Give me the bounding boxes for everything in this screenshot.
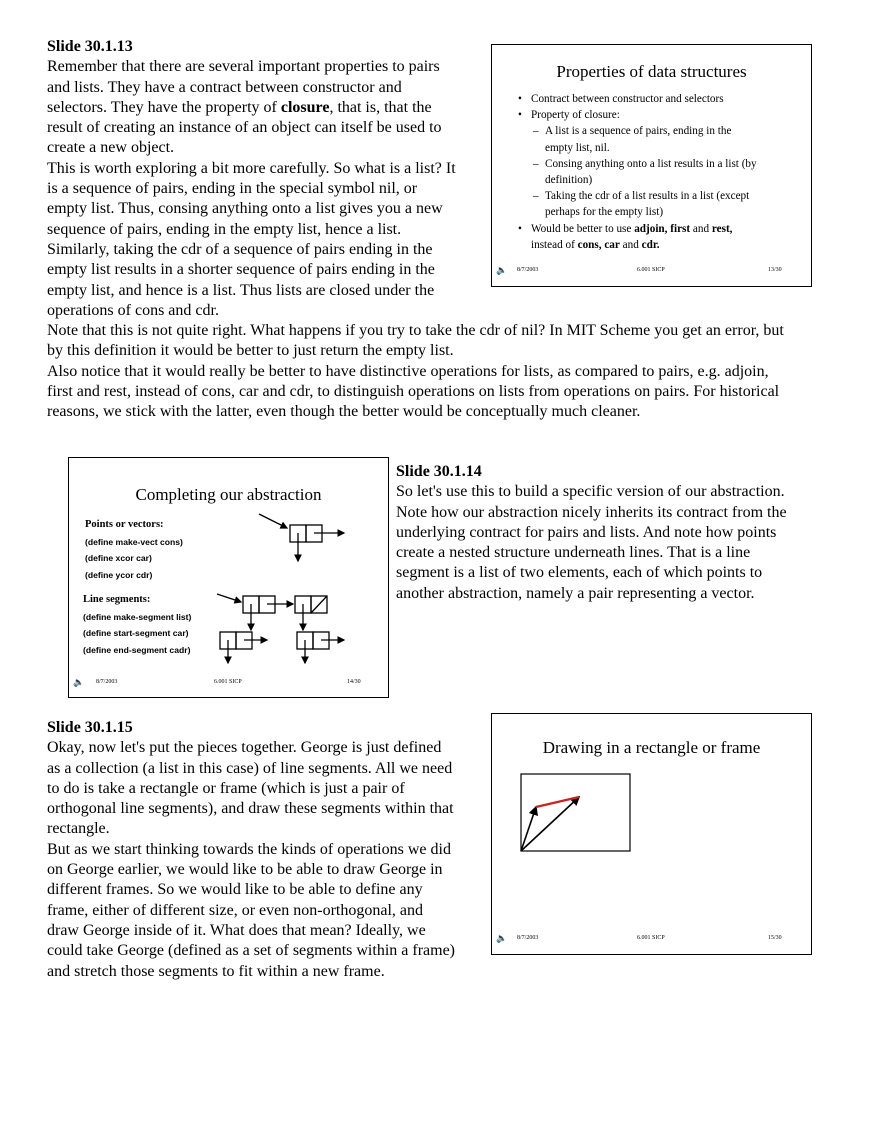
code-line: (define xcor car) — [85, 553, 152, 564]
slide-course: 6.001 SICP — [637, 267, 665, 273]
slide13-wide-text — [47, 321, 847, 422]
text-line: Similarly, taking the cdr of a sequence of pairs ending in the — [47, 240, 433, 258]
text-line: Note how our abstraction nicely inherits its contract from the — [396, 503, 787, 521]
slide14-thumbnail — [68, 457, 389, 698]
code-line: (define ycor cdr) — [85, 569, 153, 580]
text-line: But as we start thinking towards the kinds of operations we did — [47, 840, 451, 858]
text-line: another abstraction, namely a pair representing a vector. — [396, 584, 755, 602]
text-line: This is worth exploring a bit more carefully. So what is a list? It — [47, 159, 456, 177]
text-line: and lists. They have a contract between constructor and — [47, 78, 402, 96]
text-line: rectangle. — [47, 820, 110, 838]
text-line: first and rest, instead of cons, car and cdr, to distinguish operations on lists from operations on pairs. For historical — [47, 382, 780, 400]
slide15-heading: Slide 30.1.15 — [47, 719, 133, 736]
bullet: • Property of closure: — [518, 107, 790, 123]
text-line: sequence of pairs, ending in the empty list, hence a list. — [47, 220, 402, 238]
slide15-text — [47, 718, 487, 982]
frame-drawing — [492, 714, 813, 956]
text-line: empty list. Thus, consing anything onto a list gives you a new — [47, 200, 443, 218]
text-line: orthogonal line segments), and draw these segments within that — [47, 800, 454, 818]
text-line: Okay, now let's put the pieces together. George is just defined — [47, 739, 442, 757]
segments-label: Line segments: — [83, 594, 151, 605]
text-line: operations of cons and cdr. — [47, 301, 219, 319]
code-line: (define start-segment car) — [83, 628, 189, 639]
speaker-icon: 🔈 — [496, 265, 508, 275]
code-line: (define end-segment cadr) — [83, 644, 191, 655]
text-line: frame, either of different size, or even non-orthogonal, and — [47, 901, 423, 919]
code-line: (define make-segment list) — [83, 612, 192, 622]
text-line: segment is a list of two elements, each of which points to — [396, 564, 763, 582]
text-line: result of creating an instance of an object can itself be used to — [47, 119, 442, 137]
slide-title: Completing our abstraction — [135, 485, 322, 504]
code-line: (define make-vect cons) — [85, 537, 183, 547]
text-line: create a nested structure underneath lines. That is a line — [396, 544, 751, 562]
bullet: • Would be better to use adjoin, first and rest, instead of cons, car and cdr. — [518, 221, 790, 253]
slide-bullet-list — [518, 91, 790, 253]
slide-page: 15/30 — [768, 935, 782, 941]
text-line: reasons, we stick with the latter, even though the better would be conceptually much cleaner. — [47, 403, 641, 421]
slide-date: 8/7/2003 — [96, 679, 118, 685]
bullet: • Contract between constructor and selectors — [518, 91, 790, 107]
slide13-heading: Slide 30.1.13 — [47, 38, 133, 55]
text-line: and stretch those segments to fit within a new frame. — [47, 962, 385, 980]
text-line: create a new object. — [47, 139, 175, 157]
frame-rectangle — [521, 774, 630, 851]
text-line: by this definition it would be better to just return the empty list. — [47, 342, 454, 360]
text-line: Also notice that it would really be better to have distinctive operations for lists, as compared to pairs, e.g. adjoin, — [47, 362, 769, 380]
box-pointer-diagram — [69, 458, 390, 699]
text-line: Remember that there are several important properties to pairs — [47, 58, 440, 76]
slide-page: 13/30 — [768, 267, 782, 273]
text-line: draw George inside of it. What does that mean? Ideally, we — [47, 921, 426, 939]
slide-date: 8/7/2003 — [517, 267, 539, 273]
text-line: empty list, and hence is a list. Thus lists are closed under the — [47, 281, 435, 299]
text-line: on George earlier, we would like to be able to draw George in — [47, 861, 443, 879]
slide-course: 6.001 SICP — [214, 679, 242, 685]
speaker-icon: 🔈 — [73, 677, 85, 687]
slide15-thumbnail — [491, 713, 812, 955]
slide14-heading: Slide 30.1.14 — [396, 463, 482, 480]
slide13-narrow-text — [47, 37, 487, 321]
slide-title: Properties of data structures — [556, 62, 747, 81]
text-line: as a collection (a list in this case) of line segments. All we need — [47, 759, 453, 777]
slide-page: 14/30 — [347, 679, 361, 685]
slide13-thumbnail — [491, 44, 812, 287]
text-line: different frames. So we would like to be able to define any — [47, 881, 423, 899]
slide-title: Drawing in a rectangle or frame — [542, 738, 761, 757]
text-line: Note that this is not quite right. What happens if you try to take the cdr of nil? In MIT Scheme you get an error, but — [47, 322, 784, 339]
text-line: empty list results in a shorter sequence of pairs ending in the — [47, 261, 435, 279]
text-line: is a sequence of pairs, ending in the special symbol nil, or — [47, 180, 418, 198]
text-line: could take George (defined as a set of segments within a frame) — [47, 942, 455, 960]
slide14-text — [396, 462, 866, 604]
slide-date: 8/7/2003 — [517, 935, 539, 941]
points-label: Points or vectors: — [85, 519, 164, 530]
sub-bullet: – Taking the cdr of a list results in a list (except perhaps for the empty list) — [518, 188, 790, 220]
sub-bullet: – Consing anything onto a list results in a list (by definition) — [518, 156, 790, 188]
text-line: underlying contract for pairs and lists. And note how points — [396, 523, 777, 541]
speaker-icon: 🔈 — [496, 933, 508, 943]
slide-course: 6.001 SICP — [637, 935, 665, 941]
closure-term: closure — [280, 98, 330, 116]
text-line: to do is take a rectangle or frame (which is just a pair of — [47, 779, 405, 797]
text-line: So let's use this to build a specific version of our abstraction. — [396, 483, 785, 501]
text-line: selectors. They have the property of closure, that is, that the — [47, 98, 432, 116]
sub-bullet: – A list is a sequence of pairs, ending in the empty list, nil. — [518, 123, 790, 155]
